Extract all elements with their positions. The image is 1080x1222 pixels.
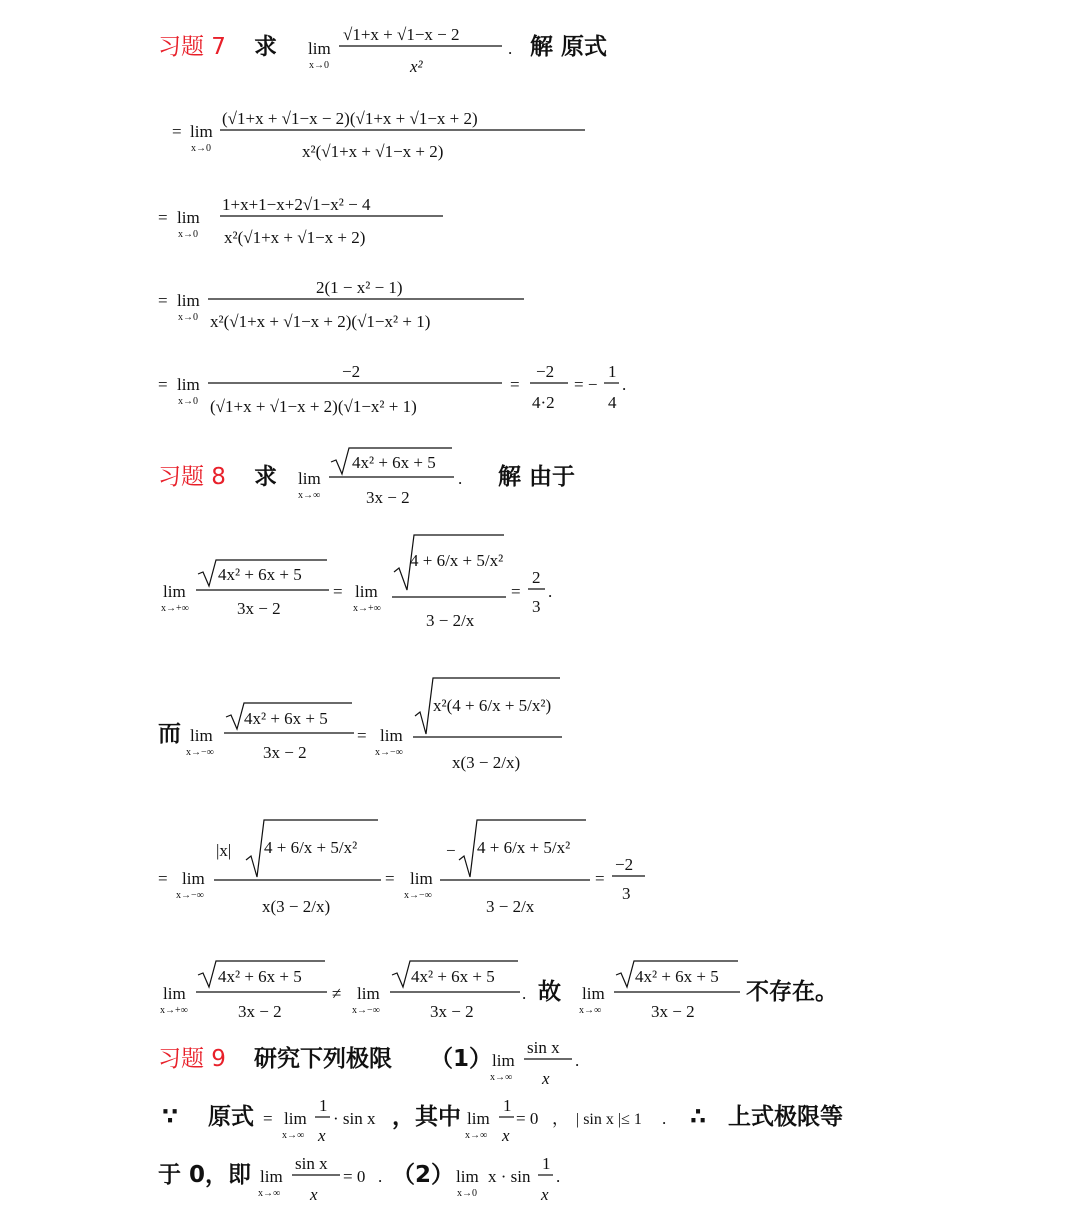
lim: lim [308, 39, 331, 58]
lim-subscript: x→0 [191, 143, 211, 154]
svg-text:.: . [575, 1051, 580, 1070]
exercise-7-denominator: x² [410, 57, 423, 76]
lim-subscript: x→−∞ [375, 747, 403, 758]
radicand: 4x² + 6x + 5 [411, 967, 495, 986]
lim-subscript: x→−∞ [352, 1005, 380, 1016]
exercise-7-step-2 [158, 195, 443, 247]
exercise-9-conclusion-line [158, 1154, 560, 1204]
lim-subscript: x→+∞ [161, 603, 189, 614]
numerator: sin x [527, 1038, 560, 1057]
svg-text:=: = [172, 122, 182, 141]
lim: lim [467, 1109, 490, 1128]
exercise-9-label: 习题 9 [158, 1046, 226, 1072]
lim: lim [190, 726, 213, 745]
exercise-8-conclusion [160, 961, 838, 1021]
result-denominator: 4 [608, 393, 617, 412]
lim-subscript: x→−∞ [404, 890, 432, 901]
lim-subscript: x→∞ [258, 1188, 281, 1199]
solution-label: 解 原式 [530, 34, 608, 60]
denominator: x(3 − 2/x) [452, 753, 521, 772]
numerator: 1 [542, 1154, 551, 1173]
svg-text:=: = [333, 582, 343, 601]
svg-text:=: = [511, 582, 521, 601]
step-4-denominator: (√1+x + √1−x + 2)(√1−x² + 1) [210, 397, 417, 416]
denominator: 3x − 2 [366, 488, 410, 507]
svg-text:=: = [357, 726, 367, 745]
denominator: x [542, 1069, 550, 1088]
radicand: 4 + 6/x + 5/x² [264, 838, 358, 857]
step-4-mid-numerator: −2 [536, 362, 555, 381]
result-numerator: 1 [608, 362, 617, 381]
lim: lim [163, 984, 186, 1003]
exercise-7-step-1 [172, 109, 585, 161]
svg-text:=: = [158, 208, 168, 227]
step-2-numerator: 1+x+1−x+2√1−x² − 4 [222, 195, 371, 214]
exercise-7-numerator: √1+x + √1−x − 2 [343, 25, 460, 44]
part-1-label: （1） [430, 1046, 493, 1072]
lim-subscript: x→0 [178, 396, 198, 407]
exercise-7-step-3 [158, 278, 524, 331]
denominator: 3x − 2 [238, 1002, 282, 1021]
exercise-8-minus-infinity [158, 678, 562, 772]
lim: lim [182, 869, 205, 888]
svg-text:.: . [508, 39, 513, 58]
lim-subscript: x→0 [178, 229, 198, 240]
lim-subscript: x→+∞ [160, 1005, 188, 1016]
lim: lim [380, 726, 403, 745]
step-3-numerator: 2(1 − x² − 1) [316, 278, 403, 297]
denominator: x [502, 1126, 510, 1145]
denominator: x [541, 1185, 549, 1204]
exercise-8-header [158, 448, 575, 507]
radicand: 4x² + 6x + 5 [218, 967, 302, 986]
exercise-9-because-line [162, 1096, 843, 1145]
lim-subscript: x→∞ [465, 1130, 488, 1141]
denominator: 3x − 2 [263, 743, 307, 762]
svg-text:.: . [556, 1167, 561, 1186]
result-denominator: 3 [532, 597, 541, 616]
lim: lim [357, 984, 380, 1003]
abs-sin-bound: | sin x |≤ 1 [576, 1111, 642, 1128]
svg-text:−: − [446, 841, 456, 860]
denominator: x [318, 1126, 326, 1145]
equals-zero: = 0 [343, 1167, 366, 1186]
step-1-numerator: (√1+x + √1−x − 2)(√1+x + √1−x + 2) [222, 109, 478, 128]
lim: lim [177, 375, 200, 394]
lim: lim [260, 1167, 283, 1186]
denominator: x [310, 1185, 318, 1204]
denominator: 3 − 2/x [426, 611, 475, 630]
lim-subscript: x→−∞ [176, 890, 204, 901]
study-label: 研究下列极限 [254, 1046, 392, 1072]
lim: lim [177, 208, 200, 227]
lim: lim [456, 1167, 479, 1186]
step-4-mid-denominator: 4·2 [532, 393, 555, 412]
step-1-denominator: x²(√1+x + √1−x + 2) [302, 142, 444, 161]
numerator: 1 [503, 1096, 512, 1115]
exercise-9-header [158, 1038, 579, 1088]
svg-text:=: = [158, 375, 168, 394]
lim: lim [163, 582, 186, 601]
radicand: 4 + 6/x + 5/x² [410, 551, 504, 570]
hence-label: 故 [538, 979, 561, 1005]
whereas-label: 而 [158, 721, 181, 747]
lim: lim [298, 469, 321, 488]
exercise-8-label: 习题 8 [158, 464, 226, 490]
svg-text:=: = [385, 869, 395, 888]
step-4-numerator: −2 [342, 362, 361, 381]
lim-subscript: x→+∞ [353, 603, 381, 614]
svg-text:=: = [595, 869, 605, 888]
svg-text:.: . [622, 375, 627, 394]
denominator: 3x − 2 [237, 599, 281, 618]
radicand: 4x² + 6x + 5 [218, 565, 302, 584]
result-numerator: −2 [615, 855, 634, 874]
lim-subscript: x→∞ [579, 1005, 602, 1016]
lim: lim [284, 1109, 307, 1128]
exercise-8-minus-infinity-continued [158, 820, 645, 916]
result-denominator: 3 [622, 884, 631, 903]
not-equal: ≠ [332, 984, 342, 1003]
svg-text:，: ， [552, 1109, 569, 1128]
equals-zero-label: 于 0，即 [158, 1162, 252, 1188]
lim-subscript: x→∞ [490, 1072, 513, 1083]
lim-subscript: x→∞ [298, 490, 321, 501]
exercise-7-header [158, 25, 607, 76]
equals-zero: = 0 [516, 1109, 539, 1128]
svg-text:.: . [662, 1109, 667, 1128]
svg-text:.: . [522, 984, 527, 1003]
radicand: 4 + 6/x + 5/x² [477, 838, 571, 857]
original-label: 原式 [208, 1104, 254, 1130]
denominator: 3 − 2/x [486, 897, 535, 916]
lim-subscript: x→0 [457, 1188, 477, 1199]
svg-text:=: = [510, 375, 520, 394]
where-label: ，其中 [392, 1104, 461, 1130]
numerator: 1 [319, 1096, 328, 1115]
lim: lim [492, 1051, 515, 1070]
radicand: 4x² + 6x + 5 [352, 453, 436, 472]
lim-subscript: x→−∞ [186, 747, 214, 758]
part-2-label: （2） [392, 1162, 455, 1188]
lim-subscript: x→0 [309, 60, 329, 71]
svg-text:=: = [158, 869, 168, 888]
lim: lim [582, 984, 605, 1003]
ask-label: 求 [254, 464, 277, 490]
exercise-7-step-4 [158, 362, 626, 416]
radicand: x²(4 + 6/x + 5/x²) [433, 696, 552, 715]
svg-text:.: . [378, 1167, 383, 1186]
lim: lim [355, 582, 378, 601]
times-sin-x: · sin x [333, 1109, 376, 1128]
because-symbol: ∵ [162, 1104, 179, 1130]
solution-label: 解 由于 [498, 464, 576, 490]
exercise-8-plus-infinity [161, 535, 552, 630]
above-limit-label: 上式极限等 [728, 1104, 843, 1130]
not-exist-label: 不存在。 [746, 979, 838, 1005]
svg-text:=: = [158, 291, 168, 310]
lim: lim [410, 869, 433, 888]
exercise-7-label: 习题 7 [158, 34, 226, 60]
therefore-symbol: ∴ [690, 1104, 707, 1130]
denominator: 3x − 2 [430, 1002, 474, 1021]
lim: lim [190, 122, 213, 141]
svg-text:=: = [263, 1109, 273, 1128]
x-times-sin: x · sin [488, 1167, 531, 1186]
svg-text:= −: = − [574, 375, 598, 394]
abs-x: |x| [216, 841, 232, 860]
radicand: 4x² + 6x + 5 [635, 967, 719, 986]
ask-label: 求 [254, 34, 277, 60]
radicand: 4x² + 6x + 5 [244, 709, 328, 728]
svg-text:.: . [548, 582, 553, 601]
numerator: sin x [295, 1154, 328, 1173]
result-numerator: 2 [532, 568, 541, 587]
svg-text:.: . [458, 469, 463, 488]
step-3-denominator: x²(√1+x + √1−x + 2)(√1−x² + 1) [210, 312, 431, 331]
lim: lim [177, 291, 200, 310]
lim-subscript: x→0 [178, 312, 198, 323]
denominator: x(3 − 2/x) [262, 897, 331, 916]
lim-subscript: x→∞ [282, 1130, 305, 1141]
denominator: 3x − 2 [651, 1002, 695, 1021]
step-2-denominator: x²(√1+x + √1−x + 2) [224, 228, 366, 247]
